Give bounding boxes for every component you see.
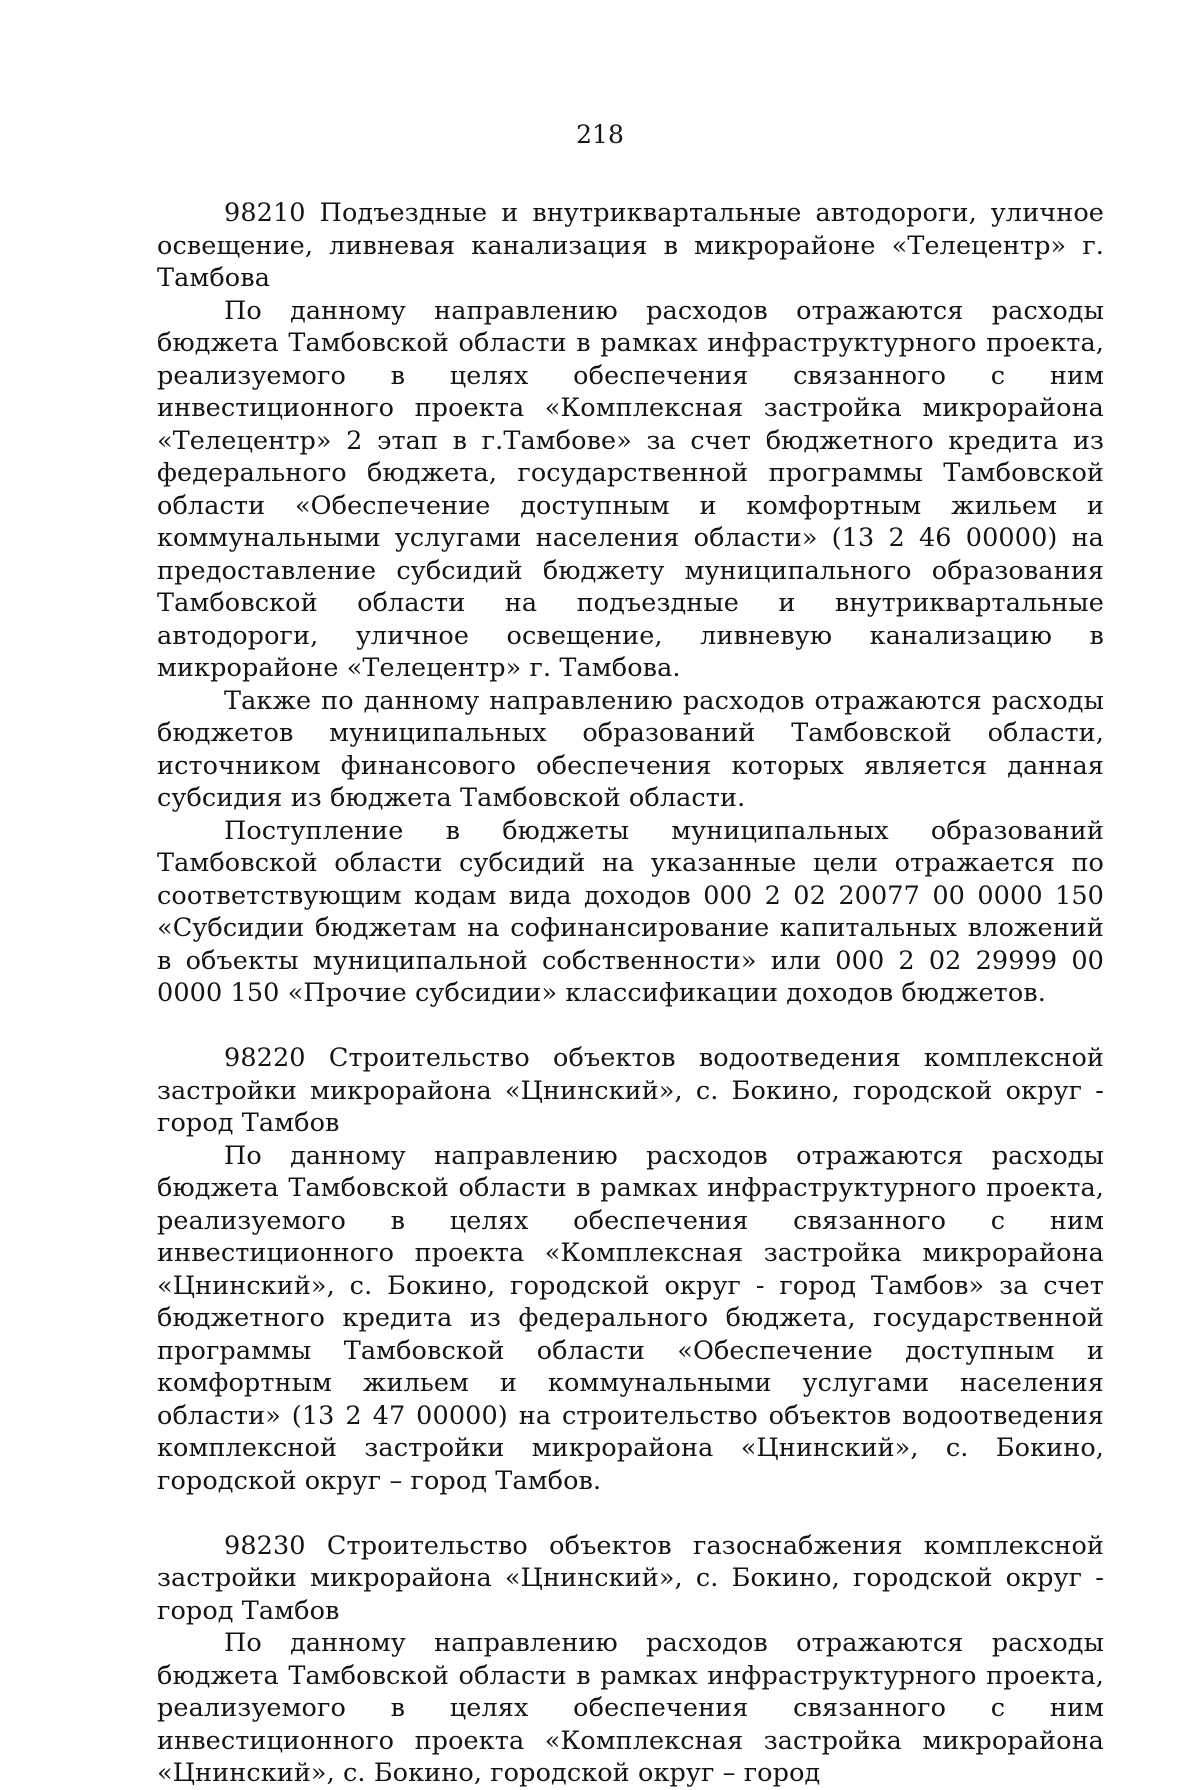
paragraph: Поступление в бюджеты муниципальных образований Тамбовской области субсидий на указанные цели отражается по соответствующим кодам вида доходов 000 2 02 20077 00 0000 150 «Субсидии бюджетам на софинансирование капитальных вложений в объекты муниципальной собственности» или 000 2 02 29999 00 0000 150 «Прочие субсидии» классификации доходов бюджетов. — [157, 815, 1104, 1008]
document-body — [157, 197, 1104, 1790]
section-heading-98220: 98220 Строительство объектов водоотведения комплексной застройки микрорайона «Цнинский», с. Бокино, городской округ - город Тамбов — [157, 1043, 1104, 1138]
paragraph: По данному направлению расходов отражаются расходы бюджета Тамбовской области в рамках инфраструктурного проекта, реализуемого в целях обеспечения связанного с ним инвестиционного проекта «Комплексная застройка микрорайона «Цнинский», с. Бокино, городской округ – город — [157, 1628, 1104, 1788]
paragraph: Также по данному направлению расходов отражаются расходы бюджетов муниципальных образований Тамбовской области, источником финансового обеспечения которых является данная субсидия из бюджета Тамбовской области. — [157, 685, 1104, 813]
page-number: 218 — [576, 120, 624, 149]
section-heading-98210: 98210 Подъездные и внутриквартальные автодороги, уличное освещение, ливневая канализация в микрорайоне «Телецентр» г. Тамбова — [157, 198, 1104, 293]
paragraph: По данному направлению расходов отражаются расходы бюджета Тамбовской области в рамках инфраструктурного проекта, реализуемого в целях обеспечения связанного с ним инвестиционного проекта «Комплексная застройка микрорайона «Цнинский», с. Бокино, городской округ - город Тамбов» за счет бюджетного кредита из федерального бюджета, государственной программы Тамбовской области «Обеспечение доступным и комфортным жильем и коммунальными услугами населения области» (13 2 47 00000) на строительство объектов водоотведения комплексной застройки микрорайона «Цнинский», с. Бокино, городской округ – город Тамбов. — [157, 1140, 1104, 1496]
section-heading-98230: 98230 Строительство объектов газоснабжения комплексной застройки микрорайона «Цнинский», с. Бокино, городской округ - город Тамбов — [157, 1530, 1104, 1626]
paragraph: По данному направлению расходов отражаются расходы бюджета Тамбовской области в рамках инфраструктурного проекта, реализуемого в целях обеспечения связанного с ним инвестиционного проекта «Комплексная застройка микрорайона «Телецентр» 2 этап в г.Тамбове» за счет бюджетного кредита из федерального бюджета, государственной программы Тамбовской области «Обеспечение доступным и комфортным жильем и коммунальными услугами населения области» (13 2 46 00000) на предоставление субсидий бюджету муниципального образования Тамбовской области на подъездные и внутриквартальные автодороги, уличное освещение, ливневую канализацию в микрорайоне «Телецентр» г. Тамбова. — [157, 295, 1104, 683]
